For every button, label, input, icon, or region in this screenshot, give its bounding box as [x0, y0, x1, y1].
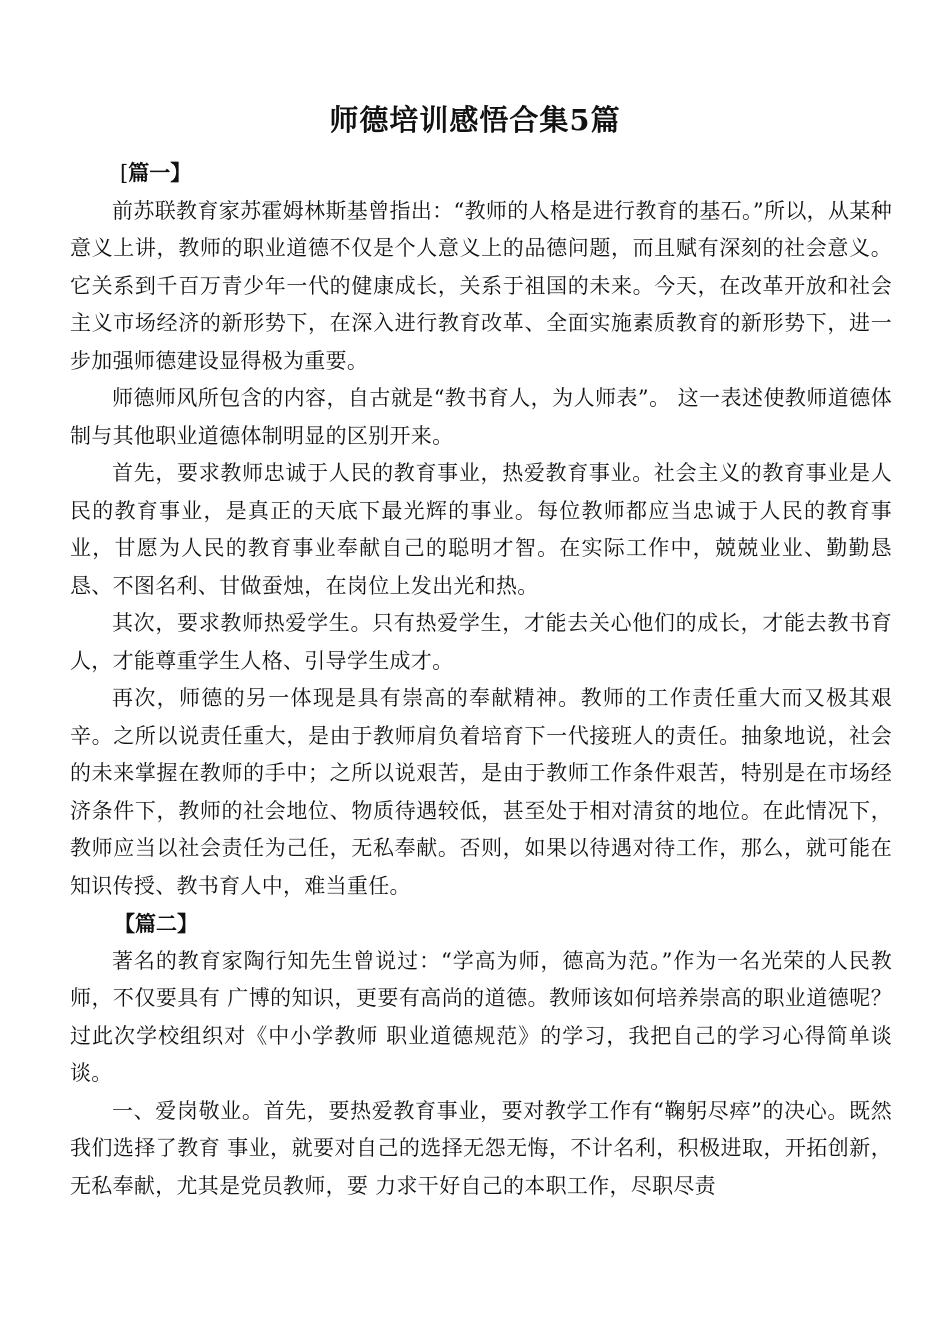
- section-heading-2: 【篇二】: [114, 911, 198, 936]
- section-heading-1: [70, 154, 892, 193]
- paragraph: 前苏联教育家苏霍姆林斯基曾指出：“教师的人格是进行教育的基石。”所以，从某种意义上讲，教师的职业道德不仅是个人意义上的品德问题，而且赋有深刻的社会意义。它关系到千百万青少年一代的健康成长，关系于祖国的未来。今天，在改革开放和社会主义市场经济的新形势下，在深入进行教育改革、全面实施素质教育的新形势下，进一步加强师德建设显得极为重要。: [70, 198, 892, 373]
- section-heading-1-text: 篇一】: [128, 160, 192, 185]
- paragraph: 首先，要求教师忠诚于人民的教育事业，热爱教育事业。社会主义的教育事业是人民的教育事业，是真正的天底下最光辉的事业。每位教师都应当忠诚于人民的教育事业，甘愿为人民的教育事业奉献自己的聪明才智。在实际工作中，兢兢业业、勤勤恳恳、不图名利、甘做蚕烛，在岗位上发出光和热。: [70, 461, 892, 598]
- paragraph: 一、爱岗敬业。首先，要热爱教育事业，要对教学工作有“鞠躬尽瘁”的决心。既然我们选择了教育 事业，就要对自己的选择无怨无悔，不计名利，积极进取，开拓创新，无私奉献，尤其是党员教师，要 力求干好自己的本职工作，尽职尽责: [70, 1098, 892, 1198]
- document-body: [70, 154, 892, 1205]
- section-heading-1-bracket: [: [120, 161, 129, 185]
- document-title: 师德培训感悟合集5篇: [329, 103, 621, 137]
- paragraph: 再次，师德的另一体现是具有崇高的奉献精神。教师的工作责任重大而又极其艰辛。之所以说责任重大，是由于教师肩负着培育下一代接班人的责任。抽象地说，社会的未来掌握在教师的手中；之所以说艰苦，是由于教师工作条件艰苦，特别是在市场经济条件下，教师的社会地位、物质待遇较低，甚至处于相对清贫的地位。在此情况下，教师应当以社会责任为己任，无私奉献。否则，如果以待遇对待工作，那么，就可能在知识传授、教书育人中，难当重任。: [70, 686, 892, 898]
- paragraph: 师德师风所包含的内容，自古就是“教书育人，为人师表”。 这一表述使教师道德体制与其他职业道德体制明显的区别开来。: [70, 386, 892, 448]
- paragraph: 其次，要求教师热爱学生。只有热爱学生，才能去关心他们的成长，才能去教书育人，才能尊重学生人格、引导学生成才。: [70, 611, 892, 673]
- paragraph: 著名的教育家陶行知先生曾说过：“学高为师，德高为范。”作为一名光荣的人民教师，不仅要具有 广博的知识，更要有高尚的道德。教师该如何培养崇高的职业道德呢？过此次学校组织对《中小学教师 职业道德规范》的学习，我把自己的学习心得简单谈谈。: [70, 948, 892, 1085]
